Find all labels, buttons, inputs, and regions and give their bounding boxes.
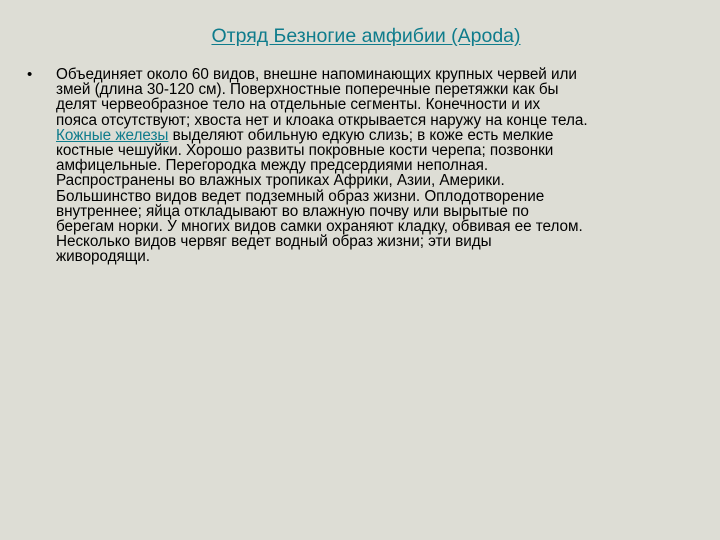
slide-content xyxy=(22,67,702,265)
bullet-marker: • xyxy=(27,66,33,83)
paragraph-line: Распространены во влажных тропиках Африки, Азии, Америки. xyxy=(56,172,505,190)
paragraph-line: костные чешуйки. Хорошо развиты покровные кости черепа; позвонки xyxy=(56,142,554,160)
paragraph-line-rest: выделяют обильную едкую слизь; в коже есть мелкие xyxy=(168,126,554,144)
paragraph-line: амфицельные. Перегородка между предсердиями неполная. xyxy=(56,157,489,175)
paragraph-line: Несколько видов червяг ведет водный образ жизни; эти виды xyxy=(56,233,492,251)
paragraph-line: внутреннее; яйца откладывают во влажную почву или вырытые по xyxy=(56,202,529,220)
paragraph-line: пояса отсутствуют; хвоста нет и клоака открывается наружу на конце тела. xyxy=(56,111,588,129)
paragraph-line-with-link xyxy=(56,128,702,143)
paragraph-line: делят червеобразное тело на отдельные сегменты. Конечности и их xyxy=(56,96,541,114)
title-link[interactable]: Отряд Безногие амфибии (Apoda) xyxy=(211,25,521,47)
paragraph-line: Большинство видов ведет подземный образ жизни. Оплодотворение xyxy=(56,187,545,205)
paragraph-line: живородящи. xyxy=(56,248,150,266)
paragraph-line: змей (длина 30-120 см). Поверхностные поперечные перетяжки как бы xyxy=(56,81,559,99)
skin-glands-link[interactable]: Кожные железы xyxy=(56,126,169,144)
paragraph-line: берегам норки. У многих видов самки охраняют кладку, обвивая ее телом. xyxy=(56,218,583,236)
paragraph-line: Объединяет около 60 видов, внешне напоминающих крупных червей или xyxy=(56,66,577,83)
bullet-paragraph xyxy=(56,67,702,265)
bullet-item xyxy=(22,67,702,265)
slide-title xyxy=(0,24,720,48)
